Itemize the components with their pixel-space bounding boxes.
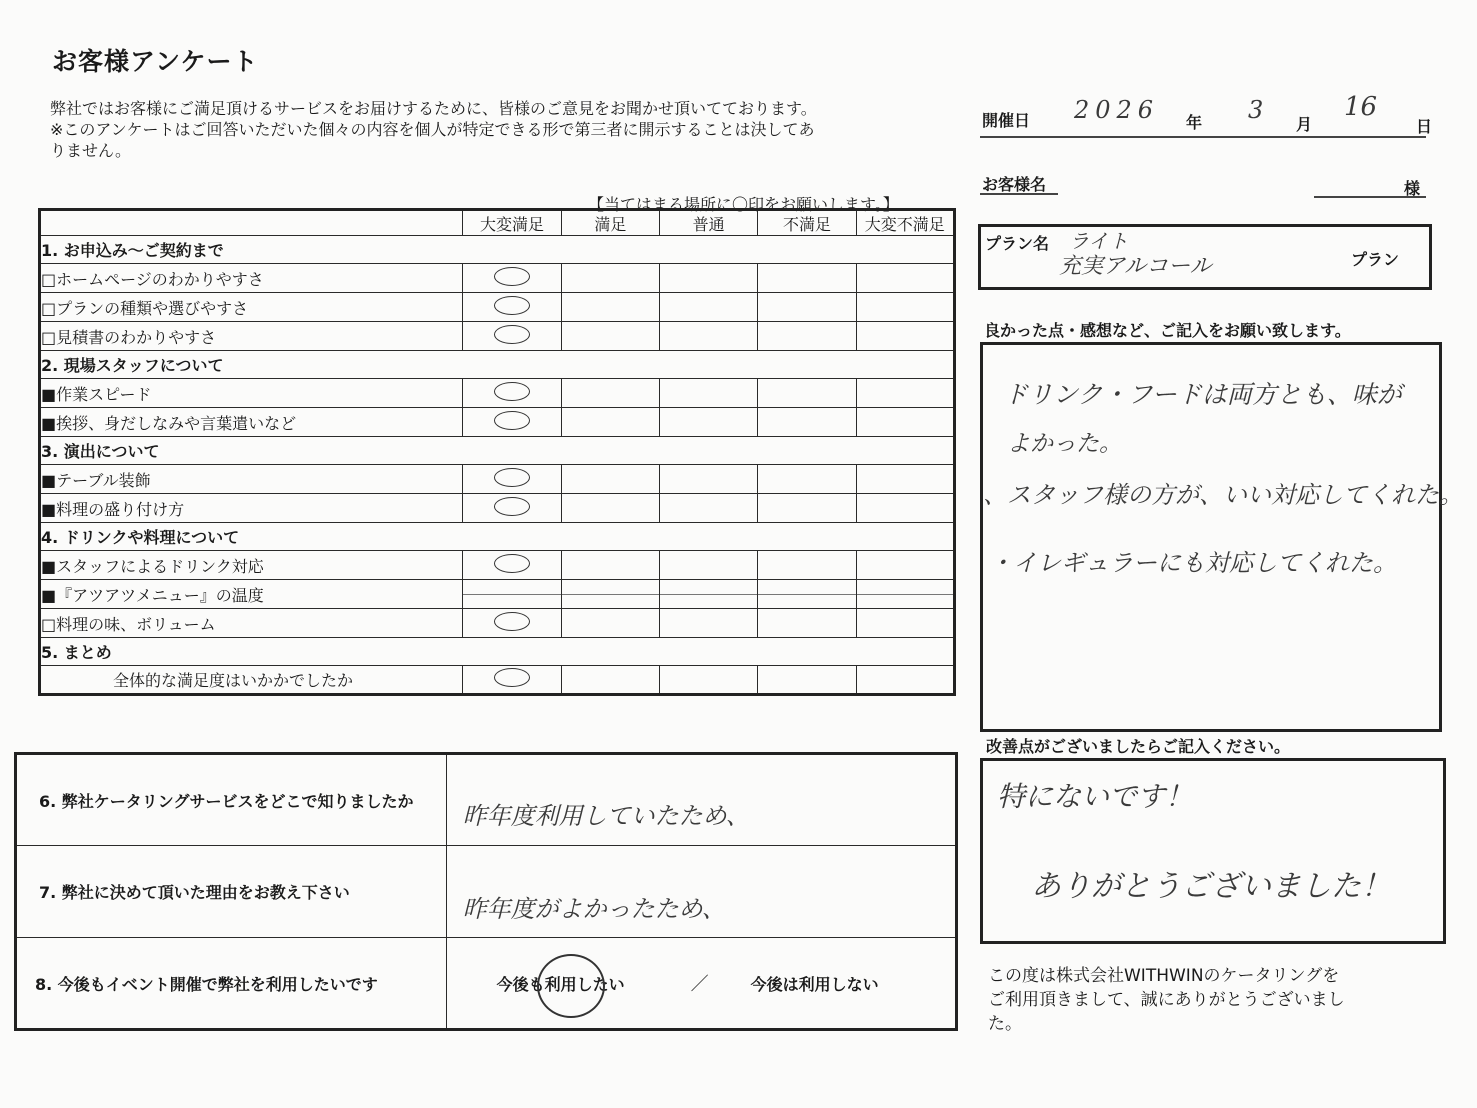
plan-value-1: ライト: [1069, 229, 1129, 253]
selection-circle: [494, 411, 530, 430]
section-header-row: [40, 437, 955, 465]
rating-cell[interactable]: [463, 494, 561, 523]
event-date-label: 開催日: [982, 111, 1031, 130]
customer-suffix: 様: [1404, 179, 1421, 198]
rating-cell[interactable]: [660, 293, 758, 322]
question-7-label: 7. 弊社に決めて頂いた理由をお教え下さい: [16, 846, 447, 938]
rating-cell[interactable]: [561, 494, 659, 523]
rating-item-label: □料理の味、ボリューム: [40, 609, 463, 638]
selection-circle: [494, 267, 530, 286]
rating-cell[interactable]: [758, 609, 856, 638]
section-title: 5. まとめ: [40, 638, 955, 666]
question-7-answer: 昨年度がよかったため、: [462, 895, 726, 923]
section-title: 4. ドリンクや料理について: [40, 523, 955, 551]
question-8-options: [446, 938, 956, 1030]
rating-item-label: ■料理の盛り付け方: [40, 494, 463, 523]
rating-cell[interactable]: [463, 609, 561, 638]
day-unit: 日: [1416, 117, 1433, 136]
strike-line: [757, 594, 856, 595]
rating-item-row: [40, 465, 955, 494]
thanks-line-1: この度は株式会社WITHWINのケータリングを: [988, 966, 1340, 986]
rating-item-label: ■『アツアツメニュー』の温度: [40, 580, 463, 609]
option-not-use[interactable]: 今後は利用しない: [750, 975, 879, 994]
selection-circle: [494, 382, 530, 401]
question-7-row: [16, 846, 957, 938]
rating-cell[interactable]: [758, 551, 856, 580]
section-header-row: [40, 236, 955, 264]
rating-table: [38, 208, 956, 696]
rating-cell[interactable]: [856, 609, 954, 638]
rating-cell[interactable]: [758, 264, 856, 293]
rating-cell[interactable]: [561, 408, 659, 437]
rating-cell[interactable]: [856, 379, 954, 408]
improve-line-1: 特にないです！: [997, 780, 1194, 813]
rating-item-label: ■スタッフによるドリンク対応: [40, 551, 463, 580]
rating-cell[interactable]: [758, 379, 856, 408]
rating-cell[interactable]: [561, 580, 659, 609]
plan-value-2: 充実アルコール: [1059, 254, 1212, 279]
rating-cell[interactable]: [856, 465, 954, 494]
event-day[interactable]: 16: [1344, 92, 1378, 122]
strike-line: [856, 594, 954, 595]
rating-cell[interactable]: [856, 494, 954, 523]
good-line-4: ・イレギュラーにも対応してくれた。: [989, 549, 1397, 577]
selection-circle: [494, 325, 530, 344]
rating-item-label: ■作業スピード: [40, 379, 463, 408]
intro-text: [50, 98, 950, 161]
question-7-answer-cell[interactable]: [446, 846, 956, 938]
rating-cell[interactable]: [660, 408, 758, 437]
thanks-line-2: ご利用頂きまして、誠にありがとうございまし: [988, 990, 1345, 1010]
rating-cell[interactable]: [856, 408, 954, 437]
strike-line: [659, 594, 758, 595]
rating-column-header: 満足: [561, 210, 659, 236]
section-header-row: [40, 638, 955, 666]
section-title: 1. お申込み～ご契約まで: [40, 236, 955, 264]
improve-line-2: ありがとうございました！: [1031, 869, 1391, 904]
rating-cell[interactable]: [856, 293, 954, 322]
rating-cell[interactable]: [463, 580, 561, 609]
good-line-2: よかった。: [1007, 431, 1122, 457]
question-8-row: [16, 938, 957, 1030]
strike-line: [462, 594, 561, 595]
section-header-row: [40, 351, 955, 379]
rating-cell[interactable]: [561, 264, 659, 293]
rating-item-row: [40, 264, 955, 293]
improve-box[interactable]: [980, 758, 1446, 944]
rating-cell[interactable]: [758, 293, 856, 322]
plan-label: プラン名: [985, 234, 1050, 253]
month-unit: 月: [1296, 115, 1313, 134]
customer-label-underline: [980, 193, 1058, 195]
rating-item-row: [40, 322, 955, 351]
rating-cell[interactable]: [660, 264, 758, 293]
rating-cell[interactable]: [758, 465, 856, 494]
plan-suffix: プラン: [1351, 250, 1400, 269]
rating-cell[interactable]: [660, 465, 758, 494]
rating-column-header: 大変不満足: [856, 210, 954, 236]
thanks-line-3: た。: [988, 1014, 1022, 1034]
rating-header-row: [40, 210, 955, 236]
year-unit: 年: [1186, 113, 1203, 132]
rating-item-row: [40, 551, 955, 580]
date-underline: [980, 136, 1426, 138]
good-points-label: 良かった点・感想など、ご記入をお願い致します。: [984, 321, 1351, 340]
question-6-row: [16, 754, 957, 846]
rating-cell[interactable]: [561, 465, 659, 494]
questions-table: [14, 752, 958, 1031]
section-title: 2. 現場スタッフについて: [40, 351, 955, 379]
rating-cell[interactable]: [660, 379, 758, 408]
rating-cell[interactable]: [463, 408, 561, 437]
option-selected-circle: [537, 954, 605, 1018]
question-6-answer-cell[interactable]: [446, 754, 956, 846]
rating-cell[interactable]: [758, 666, 856, 695]
event-year[interactable]: 2026: [1074, 96, 1160, 124]
rating-item-row: [40, 293, 955, 322]
rating-item-label: □プランの種類や選びやすさ: [40, 293, 463, 322]
plan-box[interactable]: [978, 224, 1432, 290]
selection-circle: [494, 296, 530, 315]
selection-circle: [494, 668, 530, 687]
improve-label: 改善点がございましたらご記入ください。: [986, 737, 1291, 756]
question-6-label: 6. 弊社ケータリングサービスをどこで知りましたか: [16, 754, 447, 846]
good-line-3: 、スタッフ様の方が、いい対応してくれた。: [983, 481, 1463, 509]
rating-cell[interactable]: [660, 494, 758, 523]
intro-line-2: ※このアンケートはご回答いただいた個々の内容を個人が特定できる形で第三者に開示することは決してあ: [50, 120, 815, 139]
selection-circle: [494, 554, 530, 573]
rating-cell[interactable]: [660, 580, 758, 609]
section-header-row: [40, 523, 955, 551]
intro-line-3: りません。: [50, 141, 131, 160]
selection-circle: [494, 612, 530, 631]
rating-cell[interactable]: [660, 666, 758, 695]
rating-cell[interactable]: [463, 293, 561, 322]
rating-cell[interactable]: [463, 322, 561, 351]
option-use-again[interactable]: 今後も利用したい: [496, 975, 625, 994]
rating-cell[interactable]: [660, 322, 758, 351]
rating-cell[interactable]: [856, 580, 954, 609]
good-points-box[interactable]: [980, 342, 1463, 732]
rating-cell[interactable]: [758, 322, 856, 351]
rating-item-label: ■挨拶、身だしなみや言葉遣いなど: [40, 408, 463, 437]
rating-cell[interactable]: [561, 293, 659, 322]
question-8-label: 8. 今後もイベント開催で弊社を利用したいです: [16, 938, 447, 1030]
rating-cell[interactable]: [463, 379, 561, 408]
header-spacer: [40, 210, 463, 236]
rating-item-row: [40, 494, 955, 523]
rating-column-header: 不満足: [758, 210, 856, 236]
rating-item-label: □見積書のわかりやすさ: [40, 322, 463, 351]
rating-cell[interactable]: [463, 264, 561, 293]
rating-cell[interactable]: [856, 551, 954, 580]
rating-cell[interactable]: [856, 322, 954, 351]
selection-circle: [494, 497, 530, 516]
rating-item-row: [40, 666, 955, 695]
rating-cell[interactable]: [561, 322, 659, 351]
rating-cell[interactable]: [758, 494, 856, 523]
survey-title: お客様アンケート: [52, 47, 259, 76]
rating-item-row: [40, 379, 955, 408]
intro-line-1: 弊社ではお客様にご満足頂けるサービスをお届けするために、皆様のご意見をお聞かせ頂いてております。: [50, 99, 817, 118]
rating-item-row: [40, 609, 955, 638]
rating-cell[interactable]: [463, 465, 561, 494]
rating-cell[interactable]: [561, 609, 659, 638]
good-line-1: ドリンク・フードは両方とも、味が: [1003, 380, 1402, 409]
rating-cell[interactable]: [463, 666, 561, 695]
rating-cell[interactable]: [561, 379, 659, 408]
rating-cell[interactable]: [856, 666, 954, 695]
rating-cell[interactable]: [856, 264, 954, 293]
rating-column-header: 普通: [660, 210, 758, 236]
rating-item-label: □ホームページのわかりやすさ: [40, 264, 463, 293]
customer-name-field[interactable]: [1314, 196, 1426, 198]
thanks-message: [988, 964, 1345, 1036]
rating-item-row: [40, 580, 955, 609]
option-separator: ／: [690, 974, 709, 995]
rating-cell[interactable]: [660, 609, 758, 638]
instruction-text: 【当てはまる場所に〇印をお願いします。】: [588, 195, 899, 214]
rating-cell[interactable]: [758, 408, 856, 437]
selection-circle: [494, 468, 530, 487]
rating-item-row: [40, 408, 955, 437]
rating-item-label: ■テーブル装飾: [40, 465, 463, 494]
strike-line: [561, 594, 660, 595]
rating-cell[interactable]: [561, 666, 659, 695]
question-6-answer: 昨年度利用していたため、: [462, 801, 750, 830]
customer-name-label: お客様名: [982, 175, 1047, 194]
rating-cell[interactable]: [463, 551, 561, 580]
section-title: 3. 演出について: [40, 437, 955, 465]
rating-cell[interactable]: [758, 580, 856, 609]
rating-column-header: 大変満足: [463, 210, 561, 236]
rating-item-label: 全体的な満足度はいかかでしたか: [40, 666, 463, 695]
event-month[interactable]: 3: [1248, 96, 1264, 124]
rating-cell[interactable]: [660, 551, 758, 580]
rating-cell[interactable]: [561, 551, 659, 580]
